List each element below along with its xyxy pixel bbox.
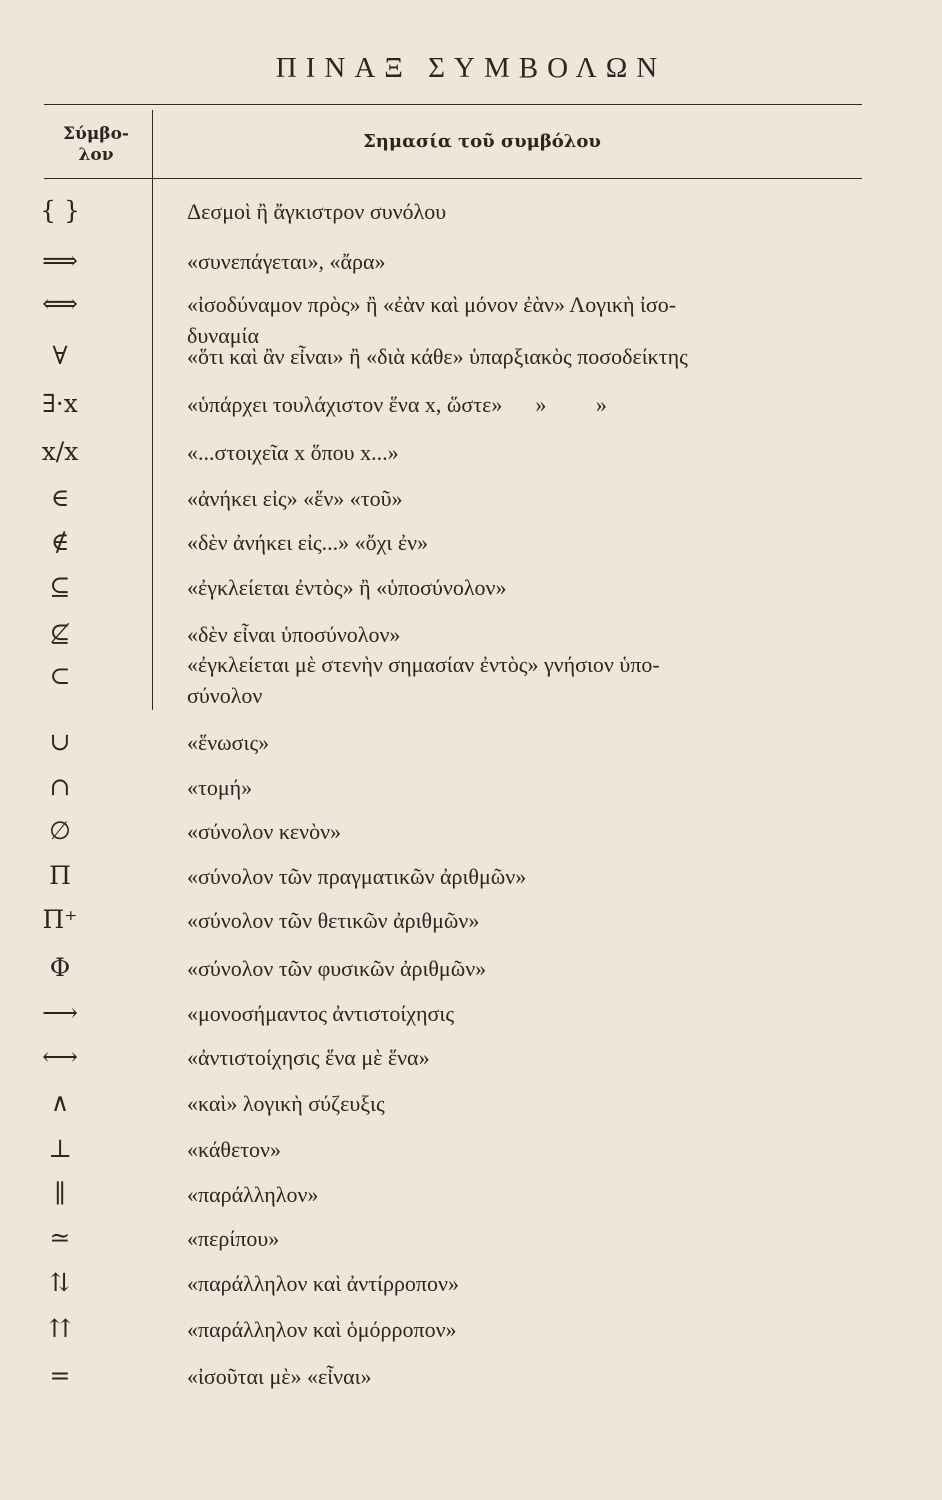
meaning: «σύνολον τῶν θετικῶν ἀριθμῶν» <box>187 908 480 933</box>
meaning: «...στοιχεῖα x ὅπου x...» <box>187 440 399 465</box>
top-rule <box>44 104 862 105</box>
meaning: «σύνολον τῶν φυσικῶν ἀριθμῶν» <box>187 956 487 981</box>
symbol: ⇈ <box>49 1314 71 1343</box>
symbol: x/x <box>41 437 79 466</box>
symbol: ⊆ <box>49 572 71 601</box>
symbol: ∃·x <box>42 389 78 418</box>
meaning: «ἕνωσις» <box>187 730 270 755</box>
symbol: ∧ <box>50 1088 70 1117</box>
symbol: ⟷ <box>42 1042 78 1071</box>
meaning: «παράλληλον καὶ ἀντίρροπον» <box>187 1271 459 1296</box>
symbol: ∅ <box>49 816 71 845</box>
meaning: «περίπου» <box>187 1226 280 1251</box>
meaning: «δὲν εἶναι ὑποσύνολον» <box>187 622 401 647</box>
meaning: «παράλληλον» <box>187 1182 319 1207</box>
symbol: Π⁺ <box>42 905 78 934</box>
meaning: «συνεπάγεται», «ἄρα» <box>187 249 386 274</box>
page-title: ΠΙΝΑΞ ΣΥΜΒΟΛΩΝ <box>275 52 667 84</box>
meaning: «τομή» <box>187 775 253 800</box>
meaning: «ἀνήκει εἰς» «ἕν» «τοῦ» <box>187 486 403 511</box>
symbol: Φ <box>49 953 71 982</box>
symbol: Π <box>49 861 71 890</box>
meaning: «παράλληλον καὶ ὁμόρροπον» <box>187 1317 457 1342</box>
column-divider <box>152 110 153 710</box>
symbol: ⊂ <box>49 661 71 690</box>
header-meaning: Σημασία τοῦ συμβόλου <box>363 131 601 152</box>
meaning: «ἐγκλείεται μὲ στενὴν σημασίαν ἐντὸς» γνήσιον ὑπο- σύνολον <box>187 652 660 708</box>
meaning: «δὲν ἀνήκει εἰς...» «ὄχι ἐν» <box>187 530 429 555</box>
symbol: ≃ <box>49 1223 71 1252</box>
symbol: ⇅ <box>49 1268 71 1297</box>
symbol: { } <box>40 196 80 225</box>
meaning: «μονοσήμαντος ἀντιστοίχησις <box>187 1001 455 1026</box>
symbol: = <box>49 1361 71 1390</box>
meaning: «ἀντιστοίχησις ἕνα μὲ ἕνα» <box>187 1045 430 1070</box>
symbol: ∀ <box>52 341 68 370</box>
header-rule <box>44 178 862 179</box>
symbol: ∥ <box>54 1179 66 1208</box>
meaning: «καὶ» λογικὴ σύζευξις <box>187 1091 385 1116</box>
meaning: Δεσμοὶ ἢ ἄγκιστρον συνόλου <box>187 199 447 224</box>
symbol: ∩ <box>49 772 71 801</box>
meaning: «ὅτι καὶ ἂν εἶναι» ἢ «διὰ κάθε» ὑπαρξιακὸς ποσοδείκτης <box>187 344 688 369</box>
symbol: ⊈ <box>49 619 71 648</box>
symbol: ⟺ <box>42 289 78 318</box>
meaning: «ὑπάρχει τουλάχιστον ἕνα x, ὥστε» » » <box>187 392 607 417</box>
header-symbol: Σύμβο-λον <box>63 124 129 165</box>
meaning: «σύνολον κενὸν» <box>187 819 342 844</box>
symbol: ∉ <box>50 527 70 556</box>
meaning: «ἰσοῦται μὲ» «εἶναι» <box>187 1364 372 1389</box>
meaning: «ἰσοδύναμον πρὸς» ἢ «ἐὰν καὶ μόνον ἐὰν» Λογικὴ ἰσο- δυναμία <box>187 292 677 348</box>
symbol: ⊥ <box>48 1134 72 1163</box>
meaning: «ἐγκλείεται ἐντὸς» ἢ «ὑποσύνολον» <box>187 575 507 600</box>
symbol: ∈ <box>50 483 70 512</box>
meaning: «κάθετον» <box>187 1137 281 1162</box>
meaning: «σύνολον τῶν πραγματικῶν ἀριθμῶν» <box>187 864 527 889</box>
symbol: ∪ <box>49 727 71 756</box>
symbol: ⟶ <box>42 998 78 1027</box>
symbol: ⟹ <box>42 246 78 275</box>
